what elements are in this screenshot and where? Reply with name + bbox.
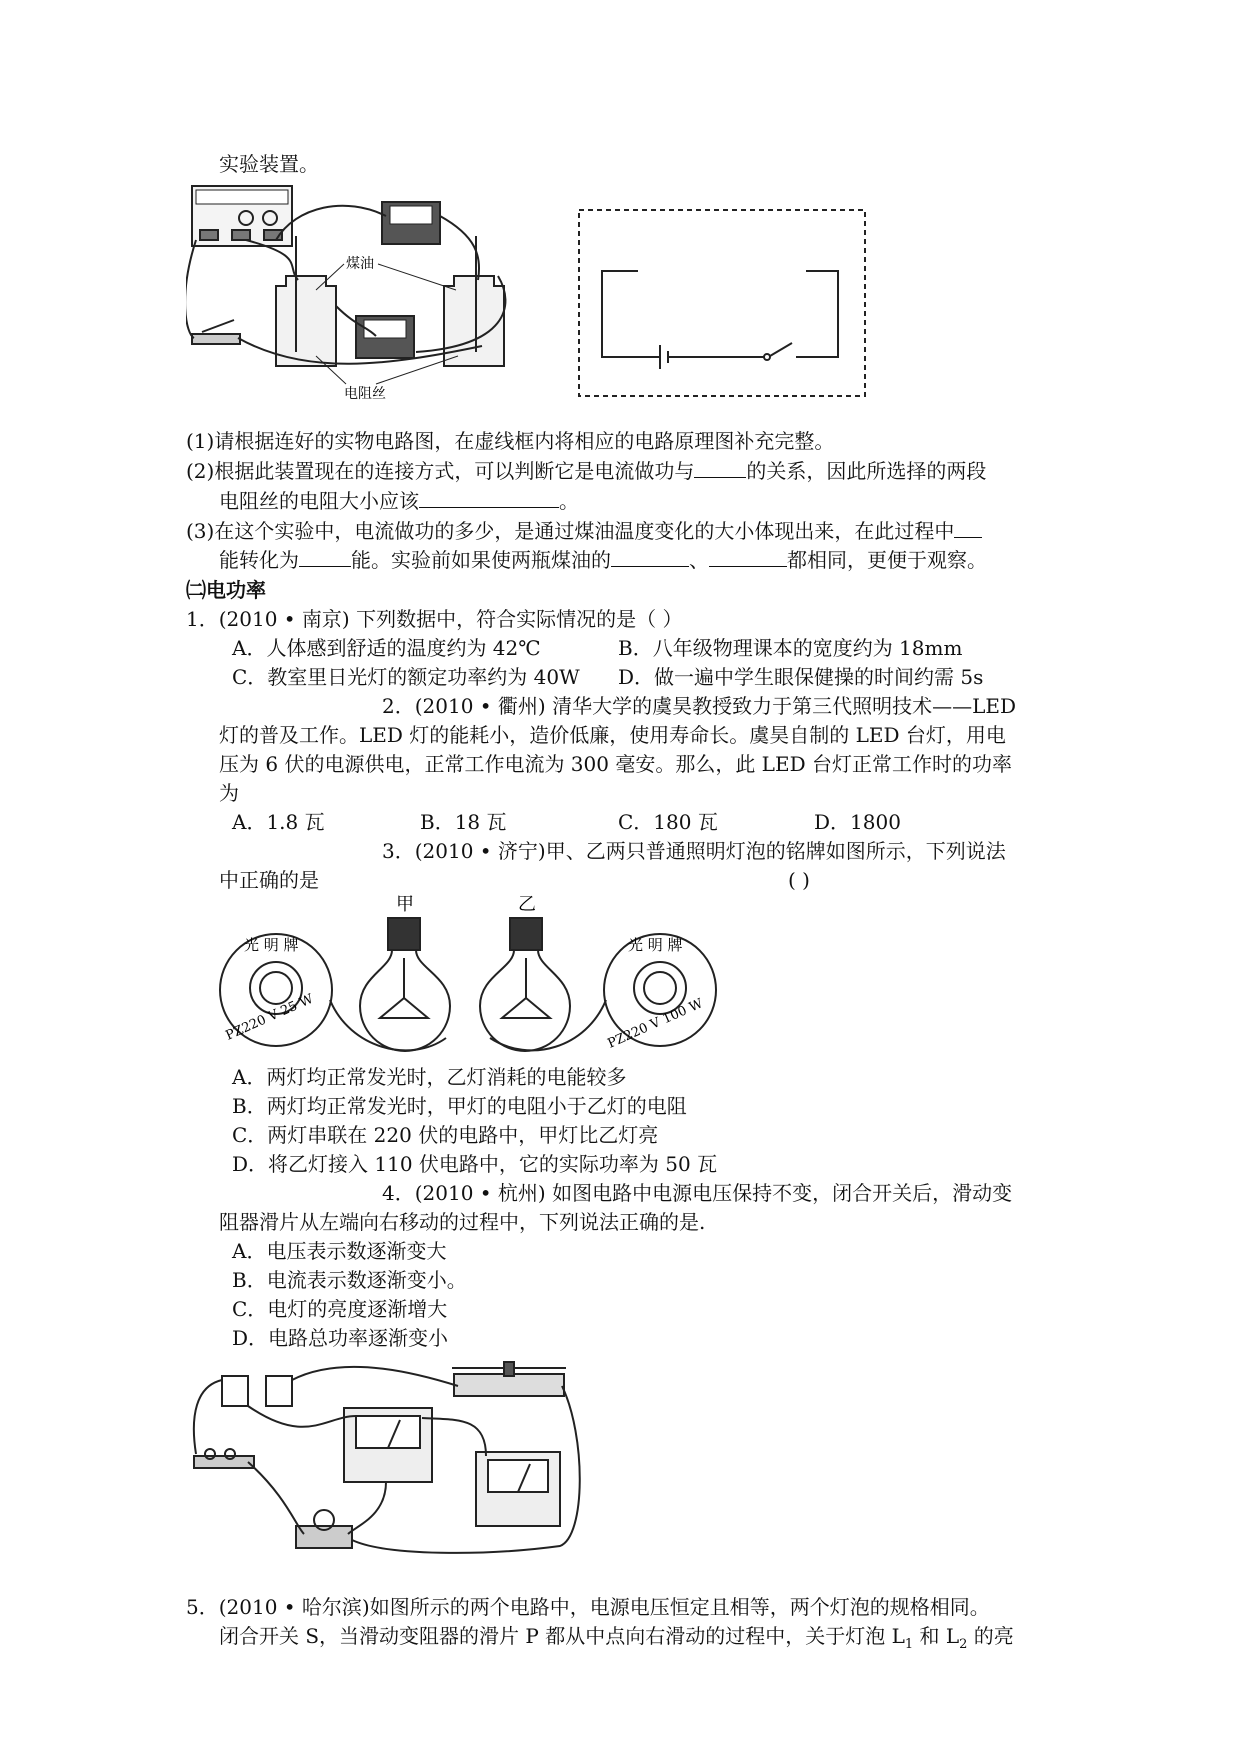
problem-2-option-a: A．1.8 瓦	[232, 810, 325, 834]
nameplate-right-text: PZ220 V 100 W	[605, 996, 706, 1052]
problem-3-option-c: C．两灯串联在 220 伏的电路中，甲灯比乙灯亮	[232, 1123, 659, 1147]
question-3-text-b: 能转化为	[219, 548, 299, 572]
problem-3-line-1: 3．(2010 • 济宁)甲、乙两只普通照明灯泡的铭牌如图所示，下列说法	[382, 839, 1006, 863]
problem-4-option-a: A．电压表示数逐渐变大	[232, 1239, 447, 1263]
question-2-text-d: 。	[559, 489, 579, 513]
problem-4-line-2: 阻器滑片从左端向右移动的过程中，下列说法正确的是.	[219, 1210, 706, 1234]
lamp-yi-label: 乙	[518, 894, 536, 915]
question-3-line-1	[186, 517, 982, 545]
problem-2-line-1: 2．(2010 • 衢州) 清华大学的虞昊教授致力于第三代照明技术——LED	[382, 694, 1017, 718]
question-2-text-a: (2)根据此装置现在的连接方式，可以判断它是电流做功与	[186, 459, 695, 483]
rheostat-circuit-figure	[186, 1356, 590, 1562]
question-3-text-c: 能。实验前如果使两瓶煤油的	[351, 548, 611, 572]
kerosene-label: 煤油	[346, 256, 374, 272]
question-2-text-c: 电阻丝的电阻大小应该	[219, 489, 419, 513]
resistance-wire-label: 电阻丝	[344, 386, 386, 402]
problem-5-text-a: 闭合开关 S，当滑动变阻器的滑片 P 都从中点向右滑动的过程中，关于灯泡 L	[219, 1624, 905, 1648]
problem-4-option-b: B．电流表示数逐渐变小。	[232, 1268, 467, 1292]
brand-label-right: 光 明 牌	[628, 936, 683, 954]
problem-2-line-4: 为	[219, 781, 239, 805]
problem-3-option-d: D．将乙灯接入 110 伏电路中，它的实际功率为 50 瓦	[232, 1152, 718, 1176]
problem-4-option-c: C．电灯的亮度逐渐增大	[232, 1297, 448, 1321]
problem-1-option-d: D．做一遍中学生眼保健操的时间约需 5s	[618, 665, 984, 689]
intro-text: 实验装置。	[219, 152, 319, 176]
answer-blank[interactable]	[419, 487, 559, 508]
question-3-line-2	[219, 546, 987, 574]
question-1: (1)请根据连好的实物电路图，在虚线框内将相应的电路原理图补充完整。	[186, 429, 835, 453]
answer-blank[interactable]	[709, 546, 787, 567]
problem-4-option-d: D．电路总功率逐渐变小	[232, 1326, 449, 1350]
problem-5-line-1: 5．(2010 • 哈尔滨)如图所示的两个电路中，电源电压恒定且相等，两个灯泡的规格相同。	[186, 1595, 990, 1619]
circuit-diagram-box	[578, 209, 868, 399]
question-3-text-d: 、	[689, 548, 709, 572]
problem-3-line-2: 中正确的是	[219, 868, 319, 892]
problem-5-text-b: 和 L	[913, 1624, 960, 1648]
answer-blank[interactable]	[954, 517, 982, 538]
subscript-2: 2	[959, 1637, 968, 1652]
answer-blank[interactable]	[694, 457, 746, 478]
question-2-line-1	[186, 457, 986, 485]
bulb-nameplate-figure	[210, 888, 730, 1064]
problem-2-line-2: 灯的普及工作。LED 灯的能耗小，造价低廉，使用寿命长。虞昊自制的 LED 台灯，用电	[219, 723, 1006, 747]
answer-blank[interactable]	[299, 546, 351, 567]
question-3-text-e: 都相同，更便于观察。	[787, 548, 987, 572]
problem-3-answer-paren: ( )	[788, 868, 810, 892]
question-3-text-a: (3)在这个实验中，电流做功的多少，是通过煤油温度变化的大小体现出来，在此过程中	[186, 519, 955, 543]
problem-1-option-b: B．八年级物理课本的宽度约为 18mm	[618, 636, 963, 660]
nameplate-left-text: PZ220 V 25 W	[223, 991, 316, 1044]
problem-4-line-1: 4．(2010 • 杭州) 如图电路中电源电压保持不变，闭合开关后，滑动变	[382, 1181, 1013, 1205]
problem-3-option-a: A．两灯均正常发光时，乙灯消耗的电能较多	[232, 1065, 627, 1089]
experiment-apparatus-figure	[186, 176, 566, 408]
problem-2-line-3: 压为 6 伏的电源供电，正常工作电流为 300 毫安。那么，此 LED 台灯正常工作时的功率	[219, 752, 1012, 776]
section-heading: ㈡电功率	[186, 578, 266, 602]
subscript-1: 1	[904, 1637, 914, 1652]
problem-5-line-2	[219, 1622, 1014, 1659]
problem-1-stem: 1．(2010 • 南京) 下列数据中，符合实际情况的是（ ）	[186, 607, 683, 631]
lamp-jia-label: 甲	[396, 894, 414, 915]
question-2-text-b: 的关系，因此所选择的两段	[746, 459, 987, 483]
brand-label-left: 光 明 牌	[244, 936, 299, 954]
question-2-line-2	[219, 487, 579, 515]
problem-2-option-d: D．1800	[814, 810, 901, 834]
problem-1-option-c: C．教室里日光灯的额定功率约为 40W	[232, 665, 580, 689]
problem-2-option-b: B．18 瓦	[420, 810, 507, 834]
answer-blank[interactable]	[611, 546, 689, 567]
problem-1-option-a: A．人体感到舒适的温度约为 42℃	[232, 636, 541, 660]
problem-3-option-b: B．两灯均正常发光时，甲灯的电阻小于乙灯的电阻	[232, 1094, 687, 1118]
problem-5-text-c: 的亮	[967, 1624, 1014, 1648]
problem-2-option-c: C．180 瓦	[618, 810, 718, 834]
